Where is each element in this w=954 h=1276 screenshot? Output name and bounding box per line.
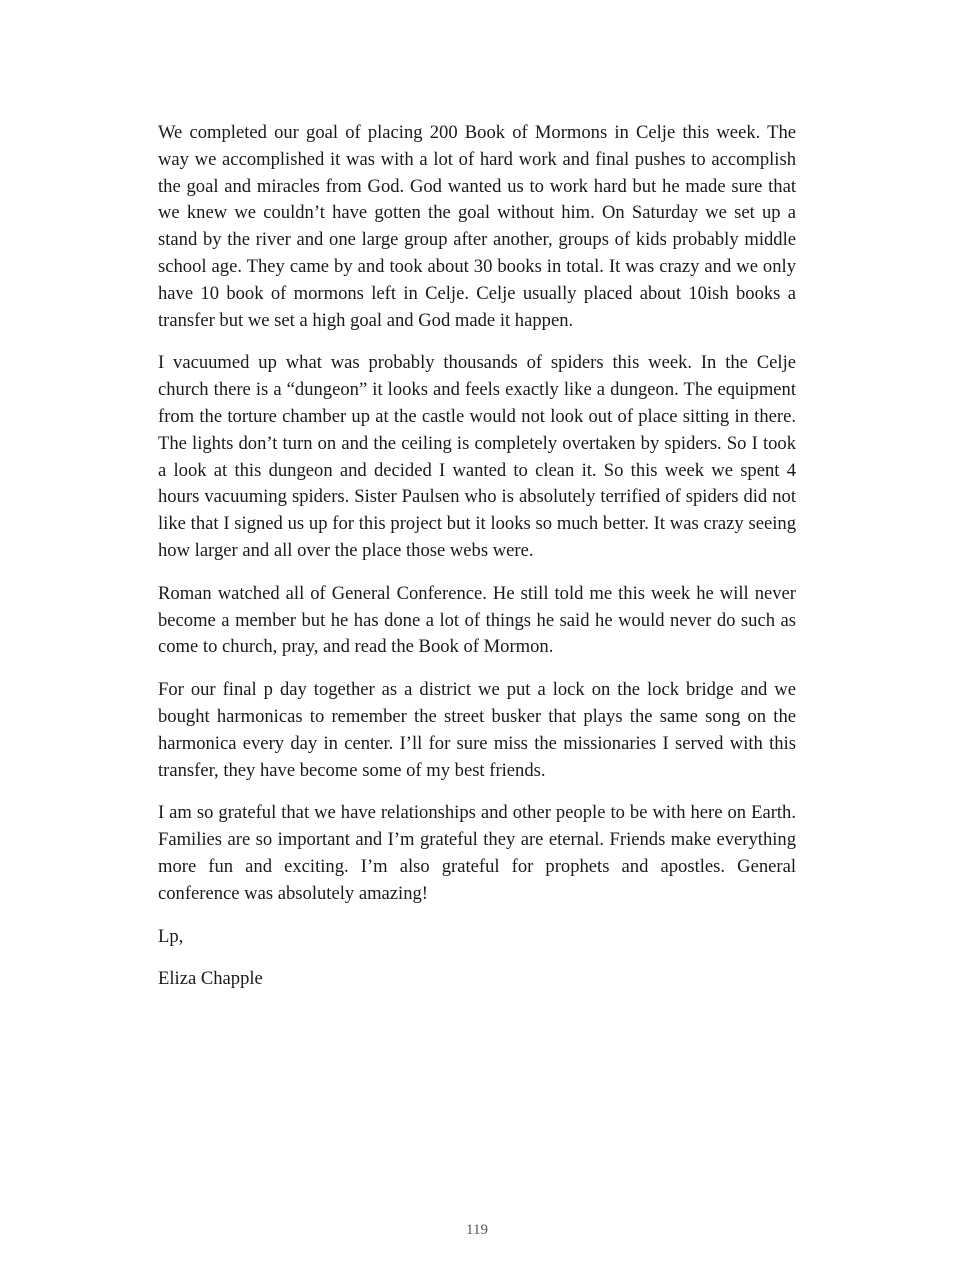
letter-body <box>158 120 796 1009</box>
paragraph-district: For our final p day together as a district we put a lock on the lock bridge and we bought harmonicas to remember the street busker that plays the same song on the harmonica every day in center. I’ll for sure miss the missionaries I served with this transfer, they have become some of my best friends. <box>158 679 796 781</box>
paragraph-roman: Roman watched all of General Conference. He still told me this week he will never become a member but he has done a lot of things he said he would never do such as come to church, pray, and read the Book of Mormon. <box>158 582 796 658</box>
closing-line: Lp, <box>158 925 184 947</box>
paragraph-goal: We completed our goal of placing 200 Book of Mormons in Celje this week. The way we accomplished it was with a lot of hard work and final pushes to accomplish the goal and miracles from God. God wanted us to work hard but he made sure that we knew we couldn’t have gotten the goal without him. On Saturday we set up a stand by the river and one large group after another, groups of kids probably middle school age. They came by and took about 30 books in total. It was crazy and we only have 10 book of mormons left in Celje. Celje usually placed about 10ish books a transfer but we set a high goal and God made it happen. <box>158 122 796 331</box>
paragraph-spiders: I vacuumed up what was probably thousands of spiders this week. In the Celje church there is a “dungeon” it looks and feels exactly like a dungeon. The equipment from the torture chamber up at the castle would not look out of place sitting in there. The lights don’t turn on and the ceiling is completely overtaken by spiders. So I took a look at this dungeon and decided I wanted to clean it. So this week we spent 4 hours vacuuming spiders. Sister Paulsen who is absolutely terrified of spiders did not like that I signed us up for this project but it looks so much better. It was crazy seeing how larger and all over the place those webs were. <box>158 352 796 561</box>
paragraph-gratitude: I am so grateful that we have relationships and other people to be with here on Earth. Families are so important and I’m grateful they are eternal. Friends make everything more fun and exciting. I’m also grateful for prophets and apostles. General conference was absolutely amazing! <box>158 802 796 904</box>
signature: Eliza Chapple <box>158 968 263 990</box>
page-number: 119 <box>466 1222 488 1238</box>
